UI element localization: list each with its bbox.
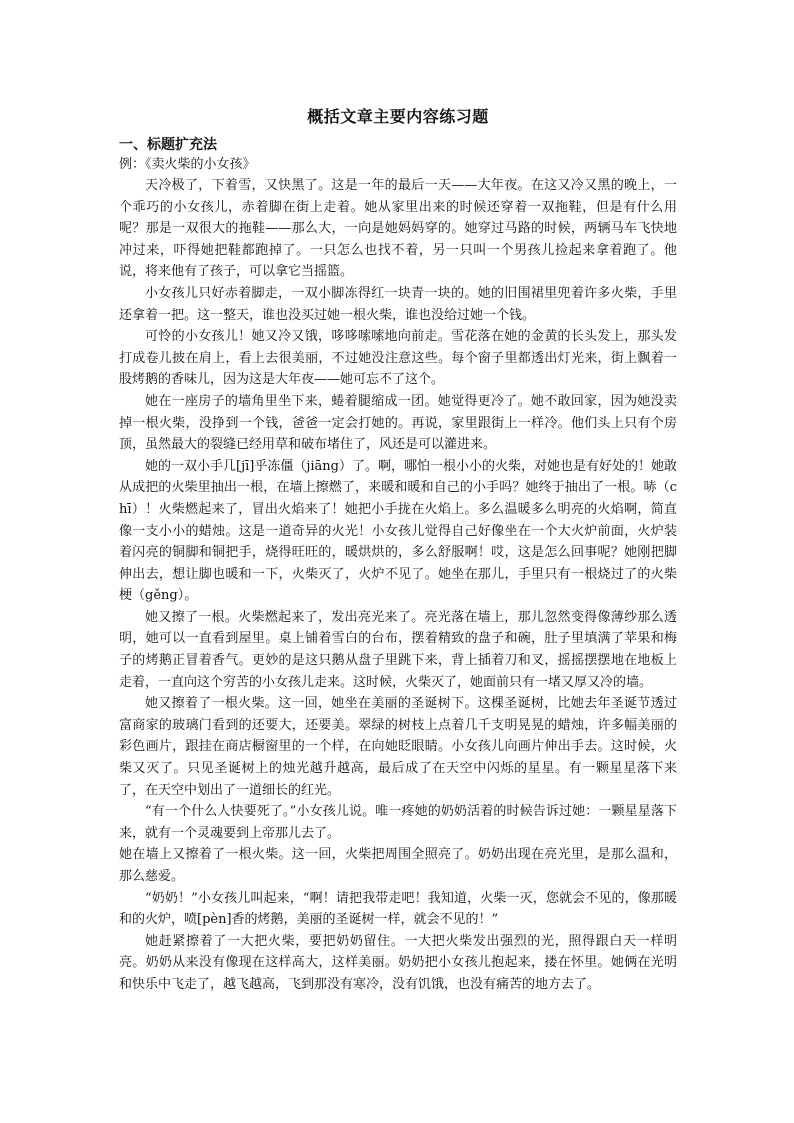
paragraph: 可怜的小女孩儿！她又冷又饿，哆哆嗦嗦地向前走。雪花落在她的金黄的长头发上，那头发打成卷儿披在肩上，看上去很美丽，不过她没注意这些。每个窗子里都透出灯光来，街上飘着一股烤鹅的香味儿，因为这是大年夜——她可忘不了这个。	[119, 329, 677, 388]
document-title: 概括文章主要内容练习题	[307, 107, 489, 126]
paragraph: 她在一座房子的墙角里坐下来，蜷着腿缩成一团。她觉得更冷了。她不敢回家，因为她没卖掉一根火柴，没挣到一个钱，爸爸一定会打她的。再说，家里跟街上一样冷。他们头上只有个房顶，虽然最大的裂缝已经用草和破布堵住了，风还是可以灌进来。	[119, 393, 677, 453]
paragraph: 她赶紧擦着了一大把火柴，要把奶奶留住。一大把火柴发出强烈的光，照得跟白天一样明亮。奶奶从来没有像现在这样高大，这样美丽。奶奶把小女孩儿抱起来，搂在怀里。她俩在光明和快乐中飞走了，越飞越高，飞到那没有寒冷，没有饥饿，也没有痛苦的地方去了。	[119, 933, 677, 992]
section-heading: 一、标题扩充法	[119, 137, 217, 153]
paragraph: 天冷极了，下着雪，又快黑了。这是一年的最后一天——大年夜。在这又冷又黑的晚上，一个乖巧的小女孩儿，赤着脚在街上走着。她从家里出来的时候还穿着一双拖鞋，但是有什么用呢？那是一双很大的拖鞋——那么大，一向是她妈妈穿的。她穿过马路的时候，两辆马车飞快地冲过来，吓得她把鞋都跑掉了。一只怎么也找不着，另一只叫一个男孩儿捡起来拿着跑了。他说，将来他有了孩子，可以拿它当摇篮。	[119, 178, 677, 280]
paragraph: “奶奶！”小女孩儿叫起来，“啊！请把我带走吧！我知道，火柴一灭，您就会不见的，像那暖和的火炉，喷[pèn]香的烤鹅，美丽的圣诞树一样，就会不见的！”	[119, 890, 677, 928]
paragraph: 她在墙上又擦着了一根火柴。这一回，火柴把周围全照亮了。奶奶出现在亮光里，是那么温和，那么慈爱。	[119, 847, 677, 884]
paragraph: “有一个什么人快要死了。”小女孩儿说。唯一疼她的奶奶活着的时候告诉过她：一颗星星落下来，就有一个灵魂要到上帝那儿去了。	[119, 804, 677, 841]
paragraph: 她的一双小手几[jī]乎冻僵（jiāng）了。啊，哪怕一根小小的火柴，对她也是有好处的！她敢从成把的火柴里抽出一根，在墙上擦燃了，来暖和暖和自己的小手吗？她终于抽出了一根。哧（chī）！火柴燃起来了，冒出火焰来了！她把小手拢在火焰上。多么温暖多么明亮的火焰啊，简直像一支小小的蜡烛。这是一道奇异的火光！小女孩儿觉得自己好像坐在一个大火炉前面，火炉装着闪亮的铜脚和铜把手，烧得旺旺的，暖烘烘的，多么舒服啊！哎，这是怎么回事呢？她刚把脚伸出去，想让脚也暖和一下，火柴灭了，火炉不见了。她坐在那儿，手里只有一根烧过了的火柴梗（gěng）。	[119, 458, 677, 604]
document-page	[119, 106, 677, 996]
paragraph: 她又擦了一根。火柴燃起来了，发出亮光来了。亮光落在墙上，那儿忽然变得像薄纱那么透明，她可以一直看到屋里。桌上铺着雪白的台布，摆着精致的盘子和碗，肚子里填满了苹果和梅子的烤鹅正冒着香气。更妙的是这只鹅从盘子里跳下来，背上插着刀和叉，摇摇摆摆地在地板上走着，一直向这个穷苦的小女孩儿走来。这时候，火柴灭了，她面前只有一堵又厚又冷的墙。	[119, 609, 677, 690]
example-line: 例：《卖火柴的小女孩》	[119, 157, 256, 172]
paragraph: 小女孩儿只好赤着脚走，一双小脚冻得红一块青一块的。她的旧围裙里兜着许多火柴，手里还拿着一把。这一整天，谁也没买过她一根火柴，谁也没给过她一个钱。	[119, 285, 677, 323]
paragraph: 她又擦着了一根火柴。这一回，她坐在美丽的圣诞树下。这棵圣诞树，比她去年圣诞节透过富商家的玻璃门看到的还要大，还要美。翠绿的树枝上点着几千支明晃晃的蜡烛，许多幅美丽的彩色画片，跟挂在商店橱窗里的一个样，在向她眨眼睛。小女孩儿向画片伸出手去。这时候，火柴又灭了。只见圣诞树上的烛光越升越高，最后成了在天空中闪烁的星星。有一颗星星落下来了，在天空中划出了一道细长的红光。	[119, 696, 677, 798]
